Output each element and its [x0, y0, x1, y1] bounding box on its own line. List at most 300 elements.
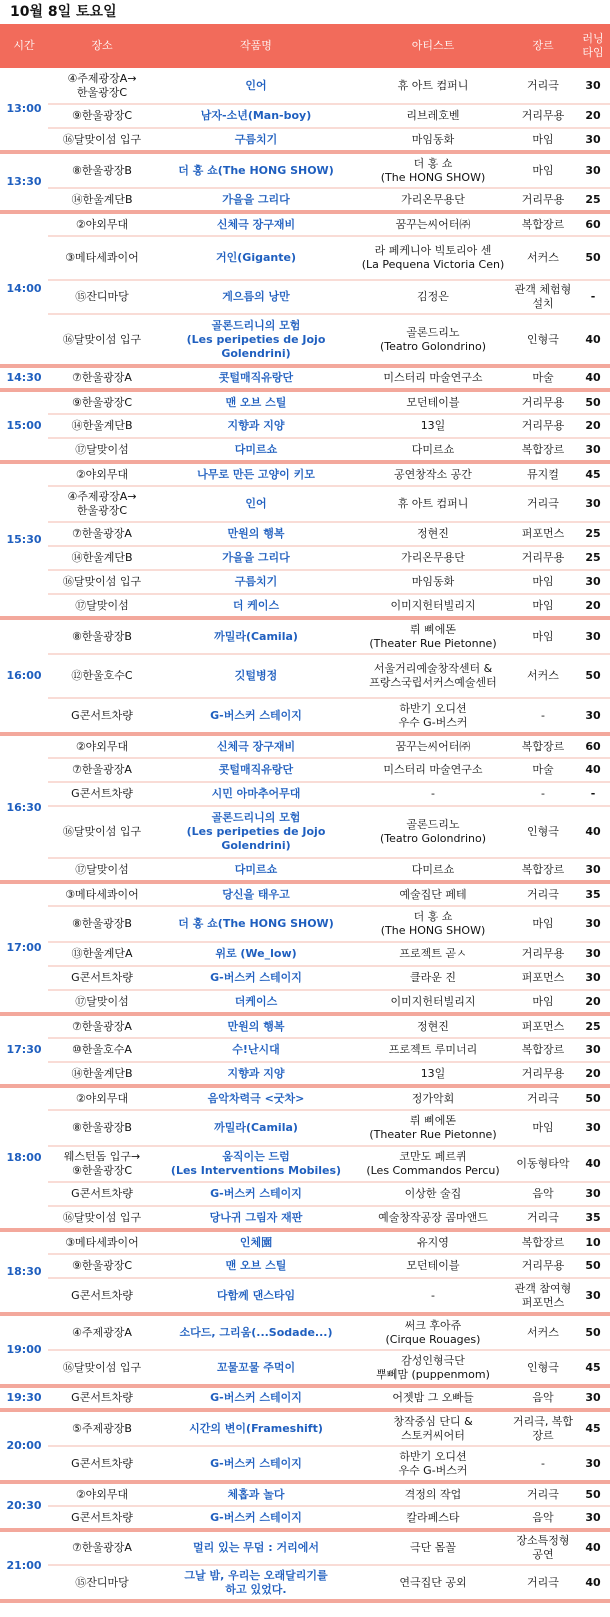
- schedule-row: [0, 1038, 610, 1062]
- runtime-cell: 30: [576, 152, 610, 188]
- venue-cell: ⑯달맞이섬 입구: [48, 806, 156, 858]
- work-title-cell: 콧털매직유랑단: [156, 366, 356, 390]
- schedule-row: [0, 1446, 610, 1482]
- schedule-row: [0, 882, 610, 906]
- genre-cell: 마임: [510, 128, 576, 152]
- artist-cell: 더 홍 쇼 (The HONG SHOW): [356, 906, 510, 942]
- time-slot: 14:00: [0, 212, 48, 366]
- genre-cell: 거리무용: [510, 188, 576, 212]
- artist-cell: 뤼 삐에똔 (Theater Rue Pietonne): [356, 618, 510, 654]
- work-title-cell: 다미르쇼: [156, 438, 356, 462]
- header-row: [0, 24, 610, 68]
- runtime-cell: 25: [576, 188, 610, 212]
- work-title-cell: 더 홍 쇼(The HONG SHOW): [156, 152, 356, 188]
- artist-cell: 골론드리노 (Teatro Golondrino): [356, 314, 510, 366]
- schedule-row: [0, 188, 610, 212]
- schedule-row: [0, 618, 610, 654]
- artist-cell: 미스터리 마술연구소: [356, 758, 510, 782]
- schedule-row: [0, 1530, 610, 1565]
- runtime-cell: 20: [576, 414, 610, 438]
- artist-cell: 코만도 페르퀴 (Les Commandos Percu): [356, 1146, 510, 1182]
- venue-cell: ⑧한울광장B: [48, 618, 156, 654]
- work-title-cell: 더케이스: [156, 990, 356, 1014]
- runtime-cell: 25: [576, 522, 610, 546]
- artist-cell: 휴 아트 컴퍼니: [356, 486, 510, 522]
- work-title-cell: 가을을 그리다: [156, 188, 356, 212]
- work-title-cell: 구름치기: [156, 570, 356, 594]
- schedule-row: [0, 366, 610, 390]
- schedule-row: [0, 698, 610, 734]
- artist-cell: 다미르쇼: [356, 858, 510, 882]
- runtime-cell: 30: [576, 68, 610, 104]
- venue-cell: ⑦한울광장A: [48, 1014, 156, 1038]
- header-artist: 아티스트: [356, 24, 510, 68]
- genre-cell: -: [510, 698, 576, 734]
- venue-cell: ⑦한울광장A: [48, 366, 156, 390]
- schedule-row: [0, 1230, 610, 1254]
- schedule-row: [0, 942, 610, 966]
- schedule-row: [0, 1506, 610, 1530]
- runtime-cell: 30: [576, 618, 610, 654]
- work-title-cell: 신체극 장구재비: [156, 734, 356, 758]
- artist-cell: 꿈꾸는씨어터㈜: [356, 734, 510, 758]
- schedule-row: [0, 1182, 610, 1206]
- work-title-cell: 구름치기: [156, 128, 356, 152]
- genre-cell: 마임: [510, 990, 576, 1014]
- venue-cell: ⑰달맞이섬: [48, 594, 156, 618]
- schedule-row: [0, 1146, 610, 1182]
- schedule-row: [0, 1086, 610, 1110]
- schedule-row: [0, 128, 610, 152]
- schedule-body: [0, 68, 610, 1601]
- genre-cell: 거리극: [510, 1482, 576, 1506]
- venue-cell: ⑦한울광장A: [48, 522, 156, 546]
- artist-cell: 예술창작공장 콤마앤드: [356, 1206, 510, 1230]
- genre-cell: 마임: [510, 906, 576, 942]
- runtime-cell: 30: [576, 1038, 610, 1062]
- artist-cell: 써크 후아쥬 (Cirque Rouages): [356, 1314, 510, 1350]
- venue-cell: ③메타세콰이어: [48, 1230, 156, 1254]
- work-title-cell: 골론드리니의 모험 (Les peripeties de Jojo Golendrini): [156, 806, 356, 858]
- genre-cell: 마임: [510, 1110, 576, 1146]
- genre-cell: 인형극: [510, 1350, 576, 1386]
- work-title-cell: 움직이는 드럼 (Les Interventions Mobiles): [156, 1146, 356, 1182]
- artist-cell: 13일: [356, 414, 510, 438]
- work-title-cell: G-버스커 스테이지: [156, 1386, 356, 1410]
- genre-cell: 마임: [510, 594, 576, 618]
- schedule-row: [0, 1062, 610, 1086]
- genre-cell: 거리무용: [510, 942, 576, 966]
- venue-cell: ②야외무대: [48, 212, 156, 236]
- work-title-cell: 당나귀 그림자 재판: [156, 1206, 356, 1230]
- runtime-cell: 50: [576, 1086, 610, 1110]
- venue-cell: ③메타세콰이어: [48, 882, 156, 906]
- runtime-cell: 50: [576, 390, 610, 414]
- page-title: 10월 8일 토요일: [10, 4, 117, 20]
- artist-cell: 라 페케니아 빅토리아 센 (La Pequena Victoria Cen): [356, 236, 510, 280]
- work-title-cell: 거인(Gigante): [156, 236, 356, 280]
- genre-cell: 마술: [510, 366, 576, 390]
- runtime-cell: -: [576, 782, 610, 806]
- schedule-row: [0, 1278, 610, 1314]
- schedule-row: [0, 1565, 610, 1601]
- artist-cell: 리브레호벤: [356, 104, 510, 128]
- artist-cell: -: [356, 782, 510, 806]
- header-work: 작품명: [156, 24, 356, 68]
- work-title-cell: 더 홍 쇼(The HONG SHOW): [156, 906, 356, 942]
- runtime-cell: 45: [576, 1350, 610, 1386]
- schedule-row: [0, 1110, 610, 1146]
- genre-cell: 복합장르: [510, 734, 576, 758]
- artist-cell: 연극집단 공외: [356, 1565, 510, 1601]
- work-title-cell: 나무로 만든 고양이 키모: [156, 462, 356, 486]
- runtime-cell: 20: [576, 1062, 610, 1086]
- schedule-row: [0, 1254, 610, 1278]
- venue-cell: ④주제광장A: [48, 1314, 156, 1350]
- schedule-row: [0, 546, 610, 570]
- schedule-row: [0, 734, 610, 758]
- artist-cell: 이상한 술집: [356, 1182, 510, 1206]
- schedule-row: [0, 68, 610, 104]
- artist-cell: 모던테이블: [356, 390, 510, 414]
- runtime-cell: 35: [576, 1206, 610, 1230]
- artist-cell: 13일: [356, 1062, 510, 1086]
- work-title-cell: 수!난시대: [156, 1038, 356, 1062]
- runtime-cell: 30: [576, 1446, 610, 1482]
- schedule-row: [0, 1314, 610, 1350]
- venue-cell: ⑰달맞이섬: [48, 858, 156, 882]
- venue-cell: G콘서트차량: [48, 1446, 156, 1482]
- runtime-cell: 40: [576, 1146, 610, 1182]
- runtime-cell: 45: [576, 1410, 610, 1446]
- work-title-cell: 인체園: [156, 1230, 356, 1254]
- work-title-cell: G-버스커 스테이지: [156, 698, 356, 734]
- venue-cell: ⑮잔디마당: [48, 280, 156, 314]
- runtime-cell: 50: [576, 1254, 610, 1278]
- artist-cell: 휴 아트 컴퍼니: [356, 68, 510, 104]
- runtime-cell: 40: [576, 366, 610, 390]
- artist-cell: 예술집단 페테: [356, 882, 510, 906]
- genre-cell: 마임: [510, 570, 576, 594]
- genre-cell: 마임: [510, 618, 576, 654]
- schedule-row: [0, 758, 610, 782]
- work-title-cell: 골론드리니의 모험 (Les peripeties de Jojo Golendrini): [156, 314, 356, 366]
- artist-cell: 하반기 오디션 우수 G-버스커: [356, 698, 510, 734]
- venue-cell: ⑦한울광장A: [48, 1530, 156, 1565]
- artist-cell: 프로젝트 루미너리: [356, 1038, 510, 1062]
- schedule-row: [0, 486, 610, 522]
- venue-cell: ⑯달맞이섬 입구: [48, 1350, 156, 1386]
- artist-cell: 감성인형극단 뿌뻬맘 (puppenmom): [356, 1350, 510, 1386]
- schedule-row: [0, 1410, 610, 1446]
- time-slot: 18:00: [0, 1086, 48, 1230]
- runtime-cell: 45: [576, 462, 610, 486]
- genre-cell: 거리무용: [510, 546, 576, 570]
- genre-cell: 거리극: [510, 1565, 576, 1601]
- genre-cell: 거리극: [510, 882, 576, 906]
- schedule-row: [0, 966, 610, 990]
- runtime-cell: 30: [576, 906, 610, 942]
- genre-cell: 퍼포먼스: [510, 966, 576, 990]
- artist-cell: 가리온무용단: [356, 546, 510, 570]
- genre-cell: 음악: [510, 1182, 576, 1206]
- schedule-row: [0, 462, 610, 486]
- venue-cell: ⑬한울계단A: [48, 942, 156, 966]
- header-venue: 장소: [48, 24, 156, 68]
- artist-cell: 뤼 삐에똔 (Theater Rue Pietonne): [356, 1110, 510, 1146]
- runtime-cell: 30: [576, 1506, 610, 1530]
- venue-cell: ⑯달맞이섬 입구: [48, 314, 156, 366]
- artist-cell: 마임동화: [356, 128, 510, 152]
- work-title-cell: 다함께 댄스타임: [156, 1278, 356, 1314]
- runtime-cell: 30: [576, 570, 610, 594]
- genre-cell: 음악: [510, 1386, 576, 1410]
- work-title-cell: 남자-소년(Man-boy): [156, 104, 356, 128]
- artist-cell: 정현진: [356, 1014, 510, 1038]
- venue-cell: ⑭한울계단B: [48, 1062, 156, 1086]
- venue-cell: 웨스턴돔 입구→ ⑨한울광장C: [48, 1146, 156, 1182]
- work-title-cell: 음악차력극 <굿차>: [156, 1086, 356, 1110]
- runtime-cell: 60: [576, 734, 610, 758]
- venue-cell: G콘서트차량: [48, 1182, 156, 1206]
- artist-cell: 이미지헌터빌리지: [356, 594, 510, 618]
- header-runtime: 러닝타임: [576, 24, 610, 68]
- venue-cell: G콘서트차량: [48, 1278, 156, 1314]
- runtime-cell: 30: [576, 1182, 610, 1206]
- genre-cell: 거리무용: [510, 1062, 576, 1086]
- time-slot: 21:00: [0, 1530, 48, 1601]
- runtime-cell: 30: [576, 942, 610, 966]
- genre-cell: 서커스: [510, 236, 576, 280]
- schedule-row: [0, 1386, 610, 1410]
- time-slot: 20:00: [0, 1410, 48, 1482]
- venue-cell: ②야외무대: [48, 462, 156, 486]
- runtime-cell: 60: [576, 212, 610, 236]
- schedule-row: [0, 594, 610, 618]
- genre-cell: 거리극: [510, 1206, 576, 1230]
- venue-cell: ⑭한울계단B: [48, 188, 156, 212]
- genre-cell: 거리무용: [510, 390, 576, 414]
- header-genre: 장르: [510, 24, 576, 68]
- artist-cell: -: [356, 1278, 510, 1314]
- runtime-cell: 30: [576, 486, 610, 522]
- genre-cell: 거리무용: [510, 414, 576, 438]
- runtime-cell: 50: [576, 236, 610, 280]
- work-title-cell: 더 케이스: [156, 594, 356, 618]
- time-slot: 15:00: [0, 390, 48, 462]
- work-title-cell: 멀리 있는 무덤 : 거리에서: [156, 1530, 356, 1565]
- work-title-cell: 신체극 장구재비: [156, 212, 356, 236]
- runtime-cell: 20: [576, 990, 610, 1014]
- time-slot: 16:30: [0, 734, 48, 882]
- venue-cell: ⑨한울광장C: [48, 1254, 156, 1278]
- venue-cell: ⑩한울호수A: [48, 1038, 156, 1062]
- work-title-cell: 만원의 행복: [156, 1014, 356, 1038]
- schedule-row: [0, 1014, 610, 1038]
- venue-cell: ⑭한울계단B: [48, 414, 156, 438]
- time-slot: 19:00: [0, 1314, 48, 1386]
- work-title-cell: 지향과 지양: [156, 1062, 356, 1086]
- time-slot: 13:00: [0, 68, 48, 152]
- artist-cell: 정현진: [356, 522, 510, 546]
- genre-cell: 서커스: [510, 654, 576, 698]
- genre-cell: 복합장르: [510, 438, 576, 462]
- venue-cell: ②야외무대: [48, 1482, 156, 1506]
- schedule-row: [0, 570, 610, 594]
- runtime-cell: 25: [576, 546, 610, 570]
- genre-cell: 관객 참여형 퍼포먼스: [510, 1278, 576, 1314]
- genre-cell: 뮤지컬: [510, 462, 576, 486]
- work-title-cell: 깃털병정: [156, 654, 356, 698]
- artist-cell: 어젯밤 그 오빠들: [356, 1386, 510, 1410]
- genre-cell: 퍼포먼스: [510, 1014, 576, 1038]
- artist-cell: 격정의 작업: [356, 1482, 510, 1506]
- genre-cell: 복합장르: [510, 1038, 576, 1062]
- time-slot: 16:00: [0, 618, 48, 734]
- venue-cell: ④주제광장A→ 한울광장C: [48, 68, 156, 104]
- artist-cell: 서울거리예술창작센터 & 프랑스국립서커스예술센터: [356, 654, 510, 698]
- time-slot: 17:30: [0, 1014, 48, 1086]
- artist-cell: 가리온무용단: [356, 188, 510, 212]
- schedule-row: [0, 782, 610, 806]
- time-slot: 18:30: [0, 1230, 48, 1314]
- time-slot: 20:30: [0, 1482, 48, 1530]
- work-title-cell: 인어: [156, 486, 356, 522]
- schedule-row: [0, 806, 610, 858]
- time-slot: 13:30: [0, 152, 48, 212]
- runtime-cell: 40: [576, 806, 610, 858]
- artist-cell: 정가악회: [356, 1086, 510, 1110]
- artist-cell: 극단 몸꼴: [356, 1530, 510, 1565]
- work-title-cell: 그날 밤, 우리는 오래달리기를 하고 있었다.: [156, 1565, 356, 1601]
- schedule-row: [0, 522, 610, 546]
- runtime-cell: 30: [576, 1386, 610, 1410]
- time-slot: 14:30: [0, 366, 48, 390]
- header-time: 시간: [0, 24, 48, 68]
- runtime-cell: 40: [576, 1530, 610, 1565]
- genre-cell: 거리극: [510, 68, 576, 104]
- genre-cell: 마술: [510, 758, 576, 782]
- venue-cell: ⑭한울계단B: [48, 546, 156, 570]
- schedule-row: [0, 1482, 610, 1506]
- artist-cell: 칼라페스타: [356, 1506, 510, 1530]
- work-title-cell: 시민 아마추어무대: [156, 782, 356, 806]
- genre-cell: 이동형타악: [510, 1146, 576, 1182]
- work-title-cell: 당신을 태우고: [156, 882, 356, 906]
- work-title-cell: 게으름의 낭만: [156, 280, 356, 314]
- genre-cell: 거리무용: [510, 1254, 576, 1278]
- venue-cell: ⑮잔디마당: [48, 1565, 156, 1601]
- work-title-cell: 소다드, 그리움(...Sodade...): [156, 1314, 356, 1350]
- artist-cell: 클라운 진: [356, 966, 510, 990]
- venue-cell: ④주제광장A→ 한울광장C: [48, 486, 156, 522]
- work-title-cell: 까밀라(Camila): [156, 1110, 356, 1146]
- venue-cell: ⑧한울광장B: [48, 1110, 156, 1146]
- genre-cell: -: [510, 1446, 576, 1482]
- venue-cell: ③메타세콰이어: [48, 236, 156, 280]
- venue-cell: ②야외무대: [48, 1086, 156, 1110]
- work-title-cell: 까밀라(Camila): [156, 618, 356, 654]
- genre-cell: 거리극: [510, 1086, 576, 1110]
- runtime-cell: 30: [576, 858, 610, 882]
- artist-cell: 이미지헌터빌리지: [356, 990, 510, 1014]
- runtime-cell: 40: [576, 758, 610, 782]
- runtime-cell: 25: [576, 1014, 610, 1038]
- schedule-row: [0, 212, 610, 236]
- genre-cell: 거리극: [510, 486, 576, 522]
- artist-cell: 모던테이블: [356, 1254, 510, 1278]
- runtime-cell: 50: [576, 654, 610, 698]
- venue-cell: ⑰달맞이섬: [48, 990, 156, 1014]
- artist-cell: 마임동화: [356, 570, 510, 594]
- runtime-cell: 10: [576, 1230, 610, 1254]
- venue-cell: ⑨한울광장C: [48, 104, 156, 128]
- venue-cell: G콘서트차량: [48, 1506, 156, 1530]
- runtime-cell: 30: [576, 966, 610, 990]
- work-title-cell: 다미르쇼: [156, 858, 356, 882]
- venue-cell: ⑧한울광장B: [48, 906, 156, 942]
- artist-cell: 미스터리 마술연구소: [356, 366, 510, 390]
- schedule-row: [0, 906, 610, 942]
- schedule-table: [0, 24, 610, 1603]
- venue-cell: ⑫한울호수C: [48, 654, 156, 698]
- genre-cell: 거리무용: [510, 104, 576, 128]
- artist-cell: 다미르쇼: [356, 438, 510, 462]
- runtime-cell: 30: [576, 1110, 610, 1146]
- schedule-row: [0, 236, 610, 280]
- work-title-cell: 시간의 변이(Frameshift): [156, 1410, 356, 1446]
- schedule-row: [0, 654, 610, 698]
- runtime-cell: 40: [576, 314, 610, 366]
- schedule-row: [0, 104, 610, 128]
- venue-cell: G콘서트차량: [48, 1386, 156, 1410]
- genre-cell: -: [510, 782, 576, 806]
- schedule-row: [0, 438, 610, 462]
- schedule-row: [0, 414, 610, 438]
- genre-cell: 서커스: [510, 1314, 576, 1350]
- runtime-cell: 30: [576, 1278, 610, 1314]
- venue-cell: ⑤주제광장B: [48, 1410, 156, 1446]
- work-title-cell: 꼬물꼬물 주먹이: [156, 1350, 356, 1386]
- genre-cell: 인형극: [510, 806, 576, 858]
- venue-cell: ⑯달맞이섬 입구: [48, 128, 156, 152]
- runtime-cell: 50: [576, 1314, 610, 1350]
- work-title-cell: G-버스커 스테이지: [156, 1182, 356, 1206]
- runtime-cell: 20: [576, 594, 610, 618]
- work-title-cell: G-버스커 스테이지: [156, 966, 356, 990]
- venue-cell: ⑯달맞이섬 입구: [48, 570, 156, 594]
- venue-cell: ⑨한울광장C: [48, 390, 156, 414]
- runtime-cell: 40: [576, 1565, 610, 1601]
- genre-cell: 복합장르: [510, 1230, 576, 1254]
- genre-cell: 복합장르: [510, 212, 576, 236]
- venue-cell: ⑦한울광장A: [48, 758, 156, 782]
- work-title-cell: 만원의 행복: [156, 522, 356, 546]
- runtime-cell: 35: [576, 882, 610, 906]
- venue-cell: ⑯달맞이섬 입구: [48, 1206, 156, 1230]
- venue-cell: G콘서트차량: [48, 698, 156, 734]
- work-title-cell: 체홉과 놀다: [156, 1482, 356, 1506]
- genre-cell: 거리극, 복합장르: [510, 1410, 576, 1446]
- artist-cell: 하반기 오디션 우수 G-버스커: [356, 1446, 510, 1482]
- runtime-cell: 30: [576, 128, 610, 152]
- schedule-row: [0, 990, 610, 1014]
- time-slot: 19:30: [0, 1386, 48, 1410]
- runtime-cell: 30: [576, 698, 610, 734]
- work-title-cell: G-버스커 스테이지: [156, 1506, 356, 1530]
- runtime-cell: -: [576, 280, 610, 314]
- schedule-row: [0, 314, 610, 366]
